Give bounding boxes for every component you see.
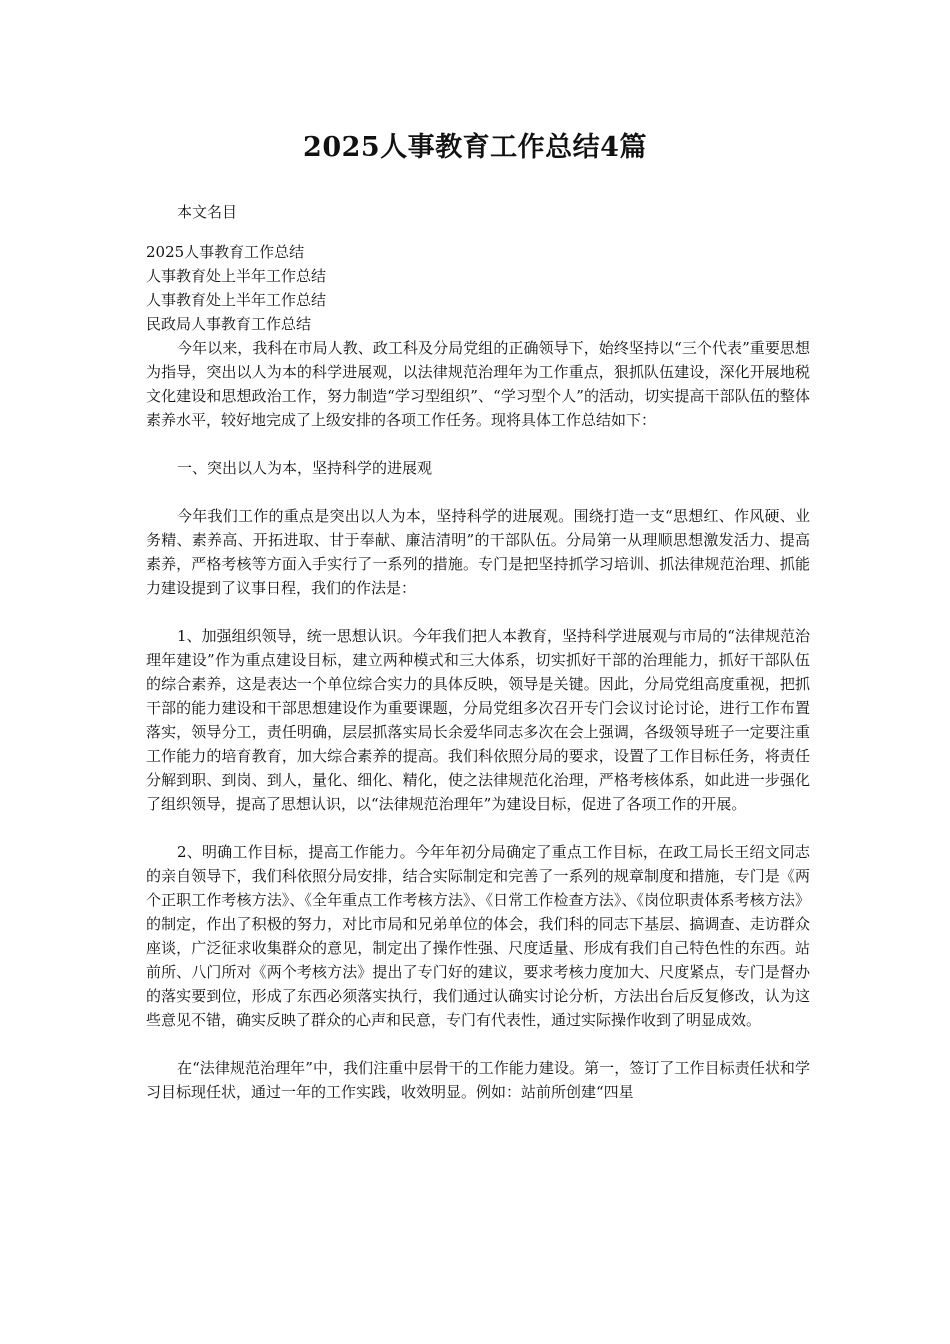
toc-item: 人事教育处上半年工作总结 <box>146 291 327 309</box>
paragraph: 在“法律规范治理年”中，我们注重中层骨干的工作能力建设。第一，签订了工作目标责任状和学习目标现任状，通过一年的工作实践，收效明显。例如：站前所创建“四星 <box>146 1059 810 1101</box>
document-body <box>146 200 810 1104</box>
paragraph: 今年我们工作的重点是突出以人为本，坚持科学的进展观。围绕打造一支“思想红、作风硬、业务精、素养高、开拓进取、甘于奉献、廉洁清明”的干部队伍。分局第一从理顺思想激发活力、提高素养，严格考核等方面入手实行了一系列的措施。专门是把坚持抓学习培训、抓法律规范治理、抓能力建设提到了议事日程，我们的作法是： <box>146 507 810 597</box>
paragraph: 1、加强组织领导，统一思想认识。今年我们把人本教育，坚持科学进展观与市局的“法律规范治理年建设”作为重点建设目标，建立两种模式和三大体系，切实抓好干部的治理能力，抓好干部队伍的综合素养，这是表达一个单位综合实力的具体反映，领导是关键。因此，分局党组高度重视，把抓干部的能力建设和干部思想建设作为重要课题，分局党组多次召开专门会议讨论讨论，进行工作布置落实，领导分工，责任明确，层层抓落实局长余爱华同志多次在会上强调，各级领导班子一定要注重工作能力的培育教育，加大综合素养的提高。我们科依照分局的要求，设置了工作目标任务，将责任分解到职、到岗、到人，量化、细化、精化，使之法律规范化治理，严格考核体系，如此进一步强化了组织领导，提高了思想认识，以“法律规范治理年”为建设目标，促进了各项工作的开展。 <box>146 627 810 813</box>
toc-heading: 本文名目 <box>177 203 238 221</box>
paragraph: 2、明确工作目标，提高工作能力。今年年初分局确定了重点工作目标，在政工局长王绍文同志的亲自领导下，我们科依照分局安排，结合实际制定和完善了一系列的规章制度和措施，专门是《两个正职工作考核方法》、《全年重点工作考核方法》、《日常工作检查方法》、《岗位职责体系考核方法》的制定，作出了积极的努力，对比市局和兄弟单位的体会，我们科的同志下基层、搞调查、走访群众座谈，广泛征求收集群众的意见，制定出了操作性强、尺度适量、形成有我们自己特色性的东西。站前所、八门所对《两个考核方法》提出了专门好的建议，要求考核力度加大、尺度紧点，专门是督办的落实要到位，形成了东西必须落实执行，我们通过认确实讨论分析，方法出台后反复修改，认为这些意见不错，确实反映了群众的心声和民意，专门有代表性，通过实际操作收到了明显成效。 <box>146 843 810 1029</box>
toc-item: 2025人事教育工作总结 <box>146 243 305 261</box>
document-title: 2025人事教育工作总结4篇 <box>303 132 647 163</box>
toc-item: 人事教育处上半年工作总结 <box>146 267 327 285</box>
toc-item: 民政局人事教育工作总结 <box>146 315 312 333</box>
paragraph-intro: 今年以来，我科在市局人教、政工科及分局党组的正确领导下，始终坚持以“三个代表”重要思想为指导，突出以人为本的科学进展观，以法律规范治理年为工作重点，狠抓队伍建设，深化开展地税文化建设和思想政治工作，努力制造“学习型组织”、“学习型个人”的活动，切实提高干部队伍的整体素养水平，较好地完成了上级安排的各项工作任务。现将具体工作总结如下： <box>146 339 810 429</box>
section-heading: 一、突出以人为本，坚持科学的进展观 <box>177 459 433 477</box>
